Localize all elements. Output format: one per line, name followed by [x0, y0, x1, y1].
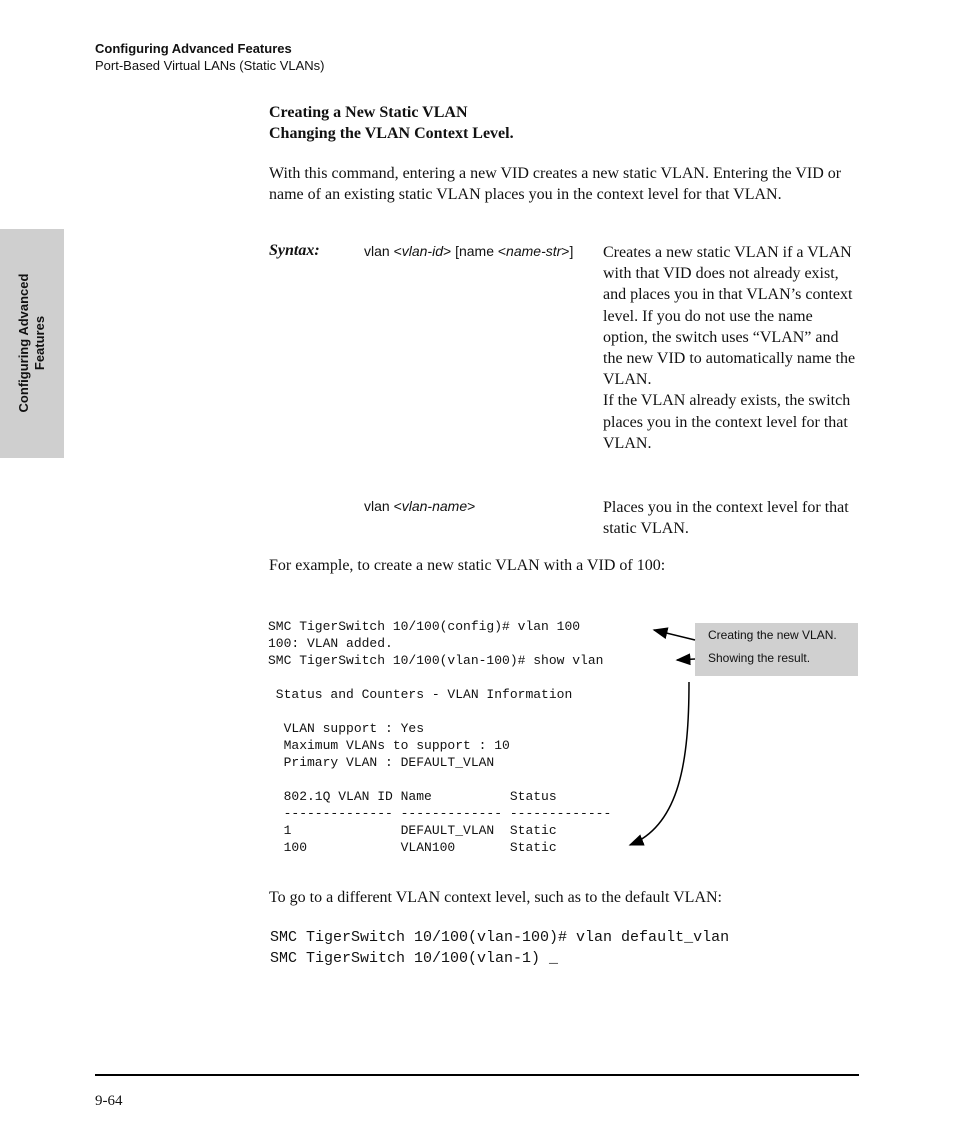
side-tab-line-2: Features: [32, 315, 47, 371]
context-intro: To go to a different VLAN context level, such as to the default VLAN:: [269, 889, 722, 906]
terminal-line: 100: VLAN added.: [268, 636, 393, 651]
terminal-line: Primary VLAN : DEFAULT_VLAN: [268, 755, 495, 770]
code-line: SMC TigerSwitch 10/100(vlan-1) _: [270, 950, 559, 967]
section-subtitle: Changing the VLAN Context Level.: [269, 125, 514, 142]
terminal-line: SMC TigerSwitch 10/100(config)# vlan 100: [268, 619, 581, 634]
intro-paragraph: With this command, entering a new VID creates a new static VLAN. Entering the VID or name of an existing static VLAN places you in the context level for that VLAN.: [269, 165, 842, 203]
terminal-line: -------------- ------------- -------------: [268, 806, 612, 821]
callout-line-2: Showing the result.: [708, 651, 811, 665]
terminal-line: SMC TigerSwitch 10/100(vlan-100)# show vlan: [268, 653, 604, 668]
page-number: 9-64: [95, 1093, 123, 1109]
running-header-chapter: Configuring Advanced Features: [95, 41, 292, 56]
terminal-line: 802.1Q VLAN ID Name Status: [268, 789, 557, 804]
cmd2-post: >: [467, 498, 476, 514]
desc1-part-a: Creates a new static VLAN if a VLAN with that VID does not already exist, and places you in that VLAN’s context level. If you do not use the name option, the switch uses “VLAN” and the new VID to automatically name the VLAN.: [603, 244, 856, 389]
arrow-create-icon: [654, 630, 695, 640]
context-command-code: [270, 927, 729, 969]
footer-rule: [95, 1074, 859, 1076]
cmd1-mid: > [name <: [443, 243, 507, 259]
terminal-line: 1 DEFAULT_VLAN Static: [268, 823, 557, 838]
terminal-line: Maximum VLANs to support : 10: [268, 738, 510, 753]
terminal-line: 100 VLAN100 Static: [268, 840, 557, 855]
terminal-line: Status and Counters - VLAN Information: [268, 687, 573, 702]
side-tab-line-1: Configuring Advanced: [16, 273, 31, 413]
terminal-line: VLAN support : Yes: [268, 721, 425, 736]
cmd1-arg-vlan-id: vlan-id: [401, 243, 443, 259]
cmd1-post: >]: [561, 243, 574, 259]
arrow-result-icon: [630, 682, 689, 845]
cmd2-arg-vlan-name: vlan-name: [401, 498, 468, 514]
cmd1-pre: vlan <: [364, 243, 402, 259]
cmd1-arg-name-str: name-str: [506, 243, 562, 259]
running-header-section: Port-Based Virtual LANs (Static VLANs): [95, 58, 325, 73]
syntax-label: Syntax:: [269, 242, 320, 259]
example-intro: For example, to create a new static VLAN with a VID of 100:: [269, 557, 666, 574]
code-line: SMC TigerSwitch 10/100(vlan-100)# vlan default_vlan: [270, 929, 730, 946]
section-title: Creating a New Static VLAN: [269, 104, 468, 121]
arrow-show-icon: [677, 659, 695, 660]
cmd2-pre: vlan <: [364, 498, 402, 514]
callout-line-1: Creating the new VLAN.: [708, 628, 837, 642]
desc1-part-b: If the VLAN already exists, the switch places you in the context level for that VLAN.: [603, 392, 851, 452]
syntax-description-context: Places you in the context level for that static VLAN.: [603, 499, 849, 538]
